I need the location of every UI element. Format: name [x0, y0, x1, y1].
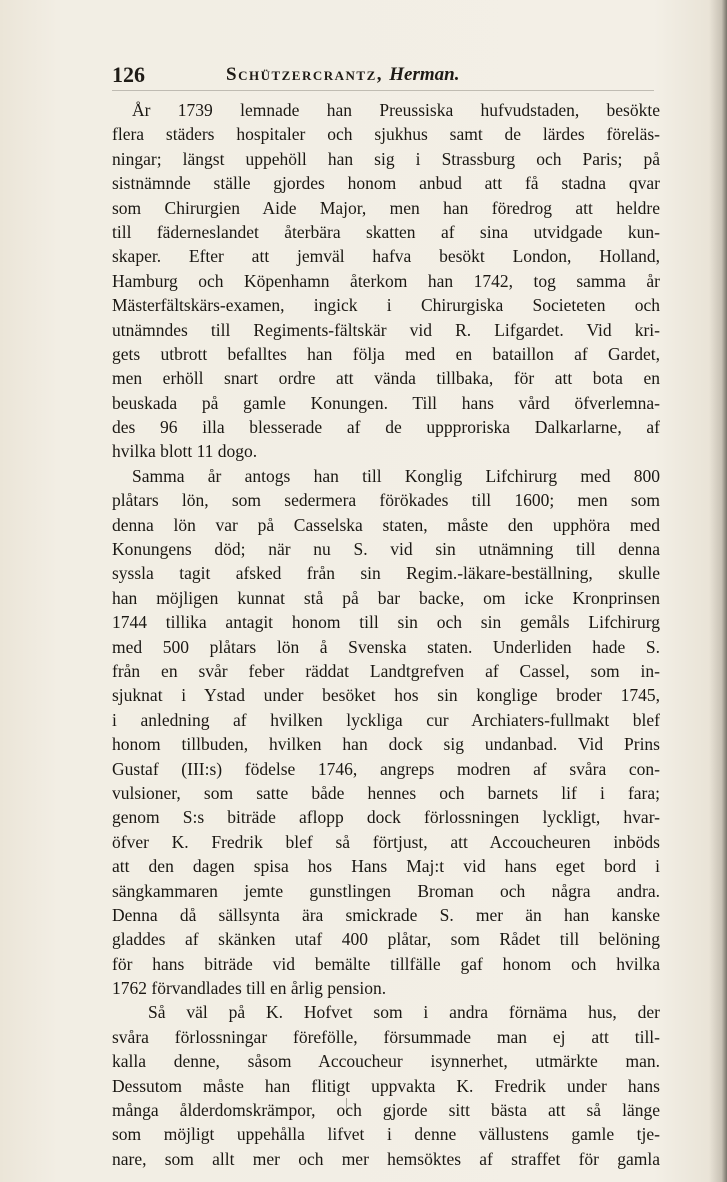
footer-mark	[346, 1098, 353, 1114]
text-line: för hans biträde vid bemälte tillfälle gaf honom och hvilka	[112, 953, 660, 974]
text-line: genom S:s biträde aflopp dock förlossningen lyckligt, hvar-	[112, 807, 660, 828]
text-line: 1762 förvandlades till en årlig pension.	[112, 978, 387, 999]
text-line: gets utbrott befalltes han följa med en bataillon af Gardet,	[112, 343, 660, 364]
text-line: honom tillbuden, hvilken han dock sig undanbad. Vid Prins	[112, 734, 660, 755]
text-line: nare, som allt mer och mer hemsöktes af straffet för gamla	[112, 1148, 660, 1169]
text-line: skaper. Efter att jemväl hafva besökt London, Holland,	[112, 246, 660, 267]
text-line: men erhöll snart ordre att vända tillbaka, för att bota en	[112, 368, 660, 389]
text-line: att den dagen spisa hos Hans Maj:t vid hans eget bord i	[112, 856, 660, 877]
text-line: beuskada på gamle Konungen. Till hans vård öfverlemna-	[112, 392, 660, 413]
text-line: utnämndes till Regiments-fältskär vid R. Lifgardet. Vid kri-	[112, 319, 660, 340]
text-line: vulsioner, som satte både hennes och barnets lif i fara;	[112, 782, 660, 803]
text-line: många ålderdomskrämpor, och gjorde sitt bästa att så länge	[112, 1100, 660, 1121]
text-line: Mästerfältskärs-examen, ingick i Chirurgiska Societeten och	[112, 295, 660, 316]
text-line: Så väl på K. Hofvet som i andra förnäma hus, der	[148, 1002, 660, 1023]
text-line: des 96 illa blesserade af de uppproriska Dalkarlarne, af	[112, 417, 660, 438]
text-line: han möjligen kunnat stå på bar backe, om icke Kronprinsen	[112, 587, 660, 608]
text-line: hvilka blott 11 dogo.	[112, 441, 258, 462]
text-line: gladdes af skänken utaf 400 plåtar, som Rådet till belöning	[112, 929, 660, 950]
text-line: ningar; längst uppehöll han sig i Strassburg och Paris; på	[112, 148, 660, 169]
text-line: 1744 tillika antagit honom till sin och sin gemåls Lifchirurg	[112, 612, 660, 633]
text-line: svåra förlossningar förefölle, försummade man ej att till-	[112, 1026, 660, 1047]
text-line: sängkammaren jemte gunstlingen Broman och några andra.	[112, 880, 660, 901]
text-line: plåtars lön, som sedermera förökades till 1600; men som	[112, 490, 660, 511]
text-line: denna lön var på Casselska staten, måste den upphöra med	[112, 514, 660, 535]
text-line: öfver K. Fredrik blef så förtjust, att Accoucheuren inböds	[112, 831, 660, 852]
text-line: Gustaf (III:s) födelse 1746, angreps modren af svåra con-	[112, 758, 660, 779]
text-line: i anledning af hvilken lyckliga cur Archiaters-fullmakt blef	[112, 709, 660, 730]
running-head-given-name: Herman.	[389, 64, 460, 85]
header-rule	[112, 90, 654, 91]
text-line: sistnämnde ställe gjordes honom anbud att få stadna qvar	[112, 173, 660, 194]
text-line: till fäderneslandet återbära skatten af sina utvidgade kun-	[112, 221, 660, 242]
text-line: Dessutom måste han flitigt uppvakta K. Fredrik under hans	[112, 1075, 660, 1096]
text-line: Konungens död; när nu S. vid sin utnämning till denna	[112, 539, 660, 560]
text-line: från en svår feber räddat Landtgrefven af Cassel, som in-	[112, 660, 660, 681]
text-line: med 500 plåtars lön å Svenska staten. Underliden hade S.	[112, 636, 660, 657]
page-number: 126	[112, 62, 145, 87]
text-line: År 1739 lemnade han Preussiska hufvudstaden, besökte	[132, 100, 660, 120]
spine-shadow	[709, 0, 727, 1182]
text-line: som möjligt uppehålla lifvet i denne vällustens gamle tje-	[112, 1124, 660, 1145]
text-line: sjuknat i Ystad under besöket hos sin konglige broder 1745,	[112, 685, 660, 706]
text-line: Hamburg och Köpenhamn återkom han 1742, tog samma år	[112, 270, 660, 291]
text-line: Denna då sällsynta ära smickrade S. mer än han kanske	[112, 904, 660, 925]
body-text	[112, 98, 660, 1171]
text-line: flera städers hospitaler och sjukhus samt de lärdes föreläs-	[112, 124, 660, 145]
text-line: syssla tagit afsked från sin Regim.-läkare-beställning, skulle	[112, 563, 660, 584]
text-line: som Chirurgien Aide Major, men han föredrog att heldre	[112, 197, 660, 218]
running-head	[226, 64, 459, 86]
running-head-surname: Schützercrantz,	[226, 64, 384, 85]
text-line: kalla denne, såsom Accoucheur isynnerhet, utmärkte man.	[112, 1051, 660, 1072]
text-line: Samma år antogs han till Konglig Lifchirurg med 800	[132, 465, 660, 486]
